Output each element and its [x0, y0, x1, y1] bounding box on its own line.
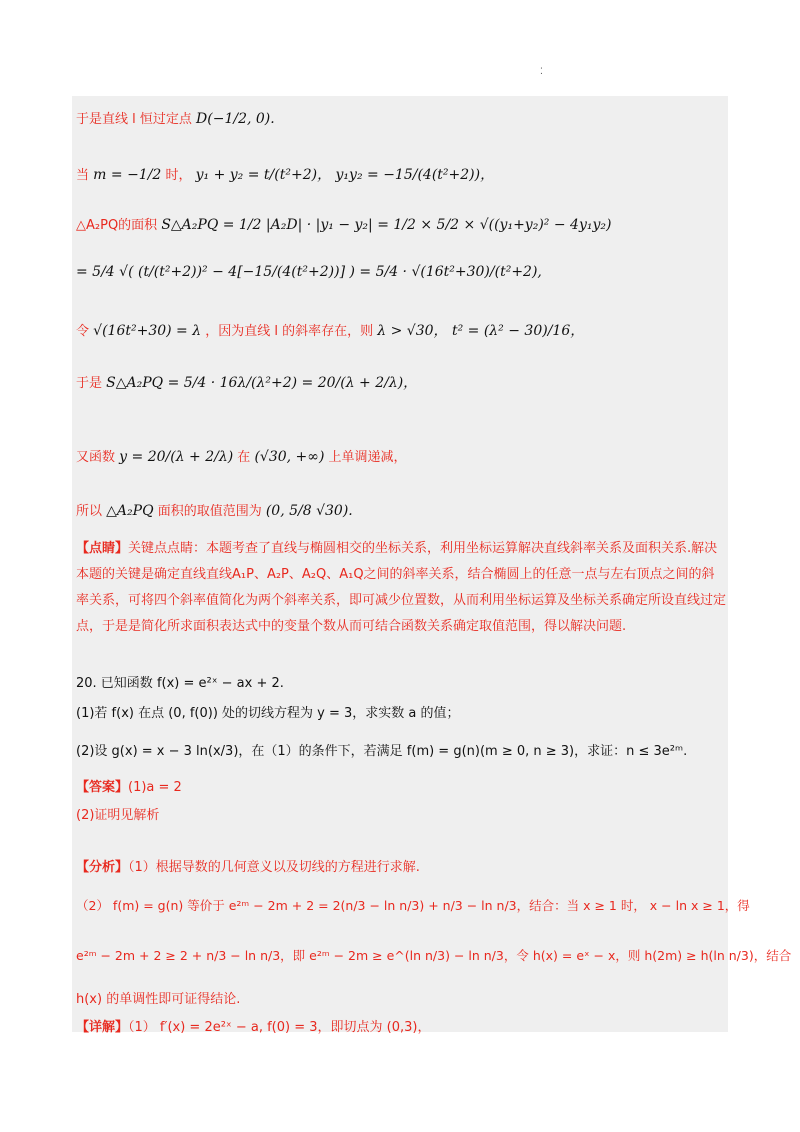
vieta-text-1: 当 — [76, 168, 90, 183]
monotonic-text-2: 在 — [237, 450, 251, 465]
comment-body: 关键点点睛：本题考查了直线与椭圆相交的坐标关系，利用坐标运算解决直线斜率关系及面积关系.解决本题的关键是确定直线直线A₁P、A₂P、A₂Q、A₁Q之间的斜率关系，结合椭圆上的任意一点与左右顶点之间的斜率关系，可将四个斜率值简化为两个斜率关系，即可减少位置数，从而利用坐标运算及坐标关系确定所设直线过定点，于是是简化所求面积表达式中的变量个数从而可结合函数关系确定取值范围，得以解决问题. — [76, 541, 727, 634]
q20-stem — [76, 672, 284, 691]
monotonic-function: y = 20/(λ + 2/λ) — [119, 449, 234, 465]
analysis-line-2 — [76, 896, 750, 914]
vieta-text-2: 时， — [165, 168, 192, 183]
area-lambda-line — [76, 372, 417, 392]
range-interval: (0, 5/8 √30). — [265, 503, 353, 519]
answer-line-2 — [76, 804, 159, 823]
comment-paragraph — [76, 536, 726, 640]
area-simplify-line — [76, 264, 542, 280]
range-triangle: △A₂PQ — [106, 503, 154, 519]
detail-label: 【详解】 — [76, 1020, 129, 1035]
area-text: △A₂PQ的面积 — [76, 218, 158, 233]
q20-part1 — [76, 702, 460, 721]
q20-part2 — [76, 740, 687, 759]
substitution-line — [76, 320, 584, 340]
fixed-point-text: 于是直线 l 恒过定点 — [76, 112, 192, 127]
analysis-line-3 — [76, 946, 791, 964]
vieta-m-value: m = −1/2 — [93, 167, 162, 183]
answer-2: (2)证明见解析 — [76, 808, 160, 823]
range-text-1: 所以 — [76, 504, 103, 519]
monotonic-text-3: 上单调递减， — [328, 450, 407, 465]
analysis-step1: （1）根据导数的几何意义以及切线的方程进行求解. — [128, 860, 420, 875]
analysis-step2c: h(x) 的单调性即可证得结论. — [76, 992, 241, 1007]
detail-step1: （1） f′(x) = 2e²ˣ − a, f(0) = 3，即切点为 (0,3)， — [128, 1020, 431, 1035]
q20-part2-text: (2)设 g(x) = x − 3 ln(x/3)，在（1）的条件下，若满足 f(m) = g(n)(m ≥ 0, n ≥ 3)，求证：n ≤ 3e²ᵐ. — [76, 744, 688, 759]
answer-line — [76, 776, 182, 795]
sub-text-2: ，因为直线 l 的斜率存在，则 — [205, 324, 374, 339]
analysis-label: 【分析】 — [76, 860, 129, 875]
vieta-relations: y₁ + y₂ = t/(t²+2)， y₁y₂ = −15/(4(t²+2))， — [195, 167, 495, 183]
area-line — [76, 214, 611, 233]
page-marker: ⁚ — [540, 67, 543, 77]
sub-lambda: √(16t²+30) = λ — [93, 323, 202, 339]
analysis-step2a: （2） f(m) = g(n) 等价于 e²ᵐ − 2m + 2 = 2(n/3 − ln n/3) + n/3 − ln n/3，结合：当 x ≥ 1 时， x − ln x ≥ 1，得 — [76, 898, 750, 913]
analysis-line-4 — [76, 988, 240, 1007]
analysis-step2b: e²ᵐ − 2m + 2 ≥ 2 + n/3 − ln n/3，即 e²ᵐ − 2m ≥ e^(ln n/3) − ln n/3，令 h(x) = eˣ − x，则 h(2m) ≥ h(ln n/3)，结合 — [76, 948, 792, 963]
monotonic-interval: (√30, +∞) — [254, 449, 325, 465]
monotonic-text-1: 又函数 — [76, 450, 116, 465]
q20-stem-text: 20. 已知函数 f(x) = e²ˣ − ax + 2. — [76, 676, 284, 691]
answer-label: 【答案】 — [76, 780, 129, 795]
fixed-point-line — [76, 108, 275, 127]
area-lambda-formula: S△A₂PQ = 5/4 · 16λ/(λ²+2) = 20/(λ + 2/λ)， — [106, 375, 418, 391]
monotonic-line — [76, 446, 407, 465]
vieta-line — [76, 164, 494, 184]
comment-label: 【点睛】 — [76, 541, 129, 556]
answer-1: (1)a = 2 — [128, 780, 182, 795]
area-lambda-text: 于是 — [76, 376, 103, 391]
sub-t-squared: λ > √30， t² = (λ² − 30)/16， — [377, 323, 585, 339]
fixed-point-math: D(−1/2, 0). — [196, 111, 275, 127]
area-simplified: = 5/4 √( (t/(t²+2))² − 4[−15/(4(t²+2))] ) = 5/4 · √(16t²+30)/(t²+2), — [76, 264, 542, 280]
q20-part1-text: (1)若 f(x) 在点 (0, f(0)) 处的切线方程为 y = 3，求实数 a 的值； — [76, 706, 460, 721]
range-line — [76, 500, 353, 519]
detail-line — [76, 1016, 430, 1035]
analysis-line-1 — [76, 856, 420, 875]
range-text-2: 面积的取值范围为 — [157, 504, 262, 519]
sub-text-1: 令 — [76, 324, 90, 339]
area-formula: S△A₂PQ = 1/2 |A₂D| · |y₁ − y₂| = 1/2 × 5/2 × √((y₁+y₂)² − 4y₁y₂) — [161, 217, 612, 233]
